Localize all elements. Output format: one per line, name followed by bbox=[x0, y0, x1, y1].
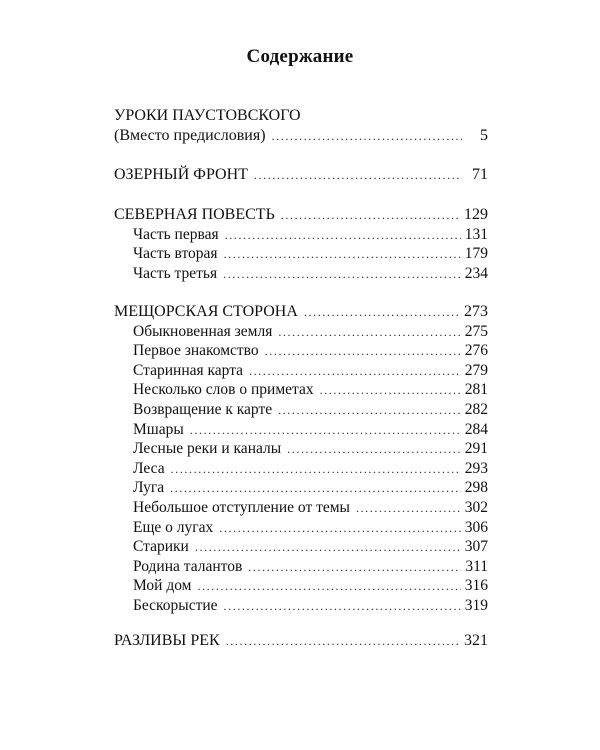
toc-page-number: 281 bbox=[464, 381, 488, 399]
toc-subentry[interactable] bbox=[114, 400, 488, 420]
toc-entry-label: УРОКИ ПАУСТОВСКОГО bbox=[114, 107, 301, 124]
toc-entry-label: Возвращение к карте bbox=[133, 400, 273, 418]
toc-entry-label: МЕЩОРСКАЯ СТОРОНА bbox=[114, 303, 298, 320]
toc-section-razlivy bbox=[114, 631, 488, 651]
toc-entry-label: Часть первая bbox=[133, 225, 219, 243]
toc-page-number: 273 bbox=[464, 303, 488, 320]
toc-subentry[interactable] bbox=[114, 341, 488, 361]
dot-leader bbox=[225, 226, 461, 246]
toc-section-ozerny bbox=[114, 165, 488, 185]
dot-leader bbox=[224, 245, 461, 265]
toc-entry-label: Старики bbox=[133, 538, 189, 556]
toc-entry[interactable] bbox=[114, 631, 488, 651]
dot-leader bbox=[265, 342, 461, 362]
toc-section-uroki bbox=[114, 106, 488, 145]
toc-subentry[interactable] bbox=[114, 459, 488, 479]
toc-entry-label: Часть третья bbox=[133, 264, 218, 282]
dot-leader bbox=[219, 519, 460, 539]
toc-subentry[interactable] bbox=[114, 439, 488, 459]
toc-page-number: 5 bbox=[480, 126, 488, 144]
dot-leader bbox=[248, 558, 461, 578]
toc-subentry[interactable] bbox=[114, 537, 488, 557]
toc-entry-label: ОЗЕРНЫЙ ФРОНТ bbox=[114, 166, 248, 183]
toc-entry-label: РАЗЛИВЫ РЕК bbox=[114, 632, 220, 649]
toc-entry-label: Первое знакомство bbox=[133, 342, 259, 360]
dot-leader bbox=[281, 206, 460, 226]
toc-subentry[interactable] bbox=[114, 498, 488, 518]
toc-page-number: 306 bbox=[464, 518, 488, 536]
toc-page-number: 316 bbox=[464, 577, 488, 595]
toc-entry-label: Часть вторая bbox=[133, 245, 218, 263]
toc-entry-label: Обыкновенная земля bbox=[133, 322, 273, 340]
dot-leader bbox=[197, 577, 460, 597]
toc-page-number: 131 bbox=[464, 225, 488, 243]
toc-page-number: 129 bbox=[464, 206, 488, 223]
dot-leader bbox=[223, 265, 461, 285]
toc-entry-label: Леса bbox=[133, 459, 165, 477]
toc-page-number: 311 bbox=[465, 557, 488, 575]
toc-subentry[interactable] bbox=[114, 518, 488, 538]
toc-page-number: 279 bbox=[464, 361, 488, 379]
dot-leader bbox=[272, 127, 462, 147]
toc-page-number: 291 bbox=[464, 440, 488, 458]
toc-page-number: 284 bbox=[464, 420, 488, 438]
dot-leader bbox=[226, 632, 460, 652]
toc-section-meshcherskaya bbox=[114, 302, 488, 616]
toc-entry[interactable] bbox=[114, 165, 488, 185]
toc-page-number: 298 bbox=[464, 479, 488, 497]
toc-subentry[interactable] bbox=[114, 322, 488, 342]
dot-leader bbox=[224, 597, 461, 617]
toc-entry[interactable] bbox=[114, 302, 488, 322]
toc-subentry[interactable] bbox=[114, 478, 488, 498]
toc-subentry[interactable] bbox=[114, 225, 488, 245]
toc-entry[interactable] bbox=[114, 126, 488, 146]
dot-leader bbox=[278, 323, 460, 343]
toc-page-number: 293 bbox=[464, 459, 488, 477]
toc-subentry[interactable] bbox=[114, 557, 488, 577]
toc-subentry[interactable] bbox=[114, 596, 488, 616]
dot-leader bbox=[278, 401, 461, 421]
toc-page-number: 282 bbox=[464, 400, 488, 418]
toc-entry-title-line bbox=[114, 106, 488, 126]
toc-page-number: 276 bbox=[464, 342, 488, 360]
toc-page-number: 319 bbox=[464, 596, 488, 614]
toc-page-number: 275 bbox=[464, 322, 488, 340]
dot-leader bbox=[287, 440, 461, 460]
toc-entry-label: Луга bbox=[133, 479, 165, 497]
toc-subentry[interactable] bbox=[114, 420, 488, 440]
dot-leader bbox=[356, 499, 461, 519]
toc-entry-label: СЕВЕРНАЯ ПОВЕСТЬ bbox=[114, 206, 275, 223]
toc-section-severnaya bbox=[114, 205, 488, 283]
dot-leader bbox=[195, 538, 461, 558]
dot-leader bbox=[304, 303, 460, 323]
toc-entry[interactable] bbox=[114, 205, 488, 225]
toc-entry-label: Небольшое отступление от темы bbox=[133, 498, 350, 516]
toc-entry-label: (Вместо предисловия) bbox=[114, 126, 266, 144]
toc-entry-label: Несколько слов о приметах bbox=[133, 381, 314, 399]
toc-page-number: 179 bbox=[464, 245, 488, 263]
toc-page-number: 321 bbox=[464, 632, 488, 649]
dot-leader bbox=[254, 166, 462, 186]
toc-subentry[interactable] bbox=[114, 361, 488, 381]
dot-leader bbox=[249, 362, 461, 382]
dot-leader bbox=[171, 460, 461, 480]
toc-page-number: 302 bbox=[464, 498, 488, 516]
toc-entry-label: Родина талантов bbox=[133, 557, 243, 575]
toc-subentry[interactable] bbox=[114, 576, 488, 596]
toc-entry-label: Мшары bbox=[133, 420, 184, 438]
toc-subentry[interactable] bbox=[114, 244, 488, 264]
toc-page-number: 234 bbox=[464, 264, 488, 282]
toc-page-number: 71 bbox=[472, 166, 488, 183]
dot-leader bbox=[170, 479, 461, 499]
page-title: Содержание bbox=[246, 46, 354, 67]
toc-entry-label: Лесные реки и каналы bbox=[133, 440, 282, 458]
toc-entry-label: Бескорыстие bbox=[133, 596, 218, 614]
toc-entry-label: Еще о лугах bbox=[133, 518, 214, 536]
toc-page-number: 307 bbox=[464, 538, 488, 556]
dot-leader bbox=[190, 421, 461, 441]
toc-subentry[interactable] bbox=[114, 264, 488, 284]
dot-leader bbox=[320, 381, 461, 401]
toc-entry-label: Старинная карта bbox=[133, 361, 244, 379]
toc-subentry[interactable] bbox=[114, 380, 488, 400]
toc-entry-label: Мой дом bbox=[133, 577, 192, 595]
